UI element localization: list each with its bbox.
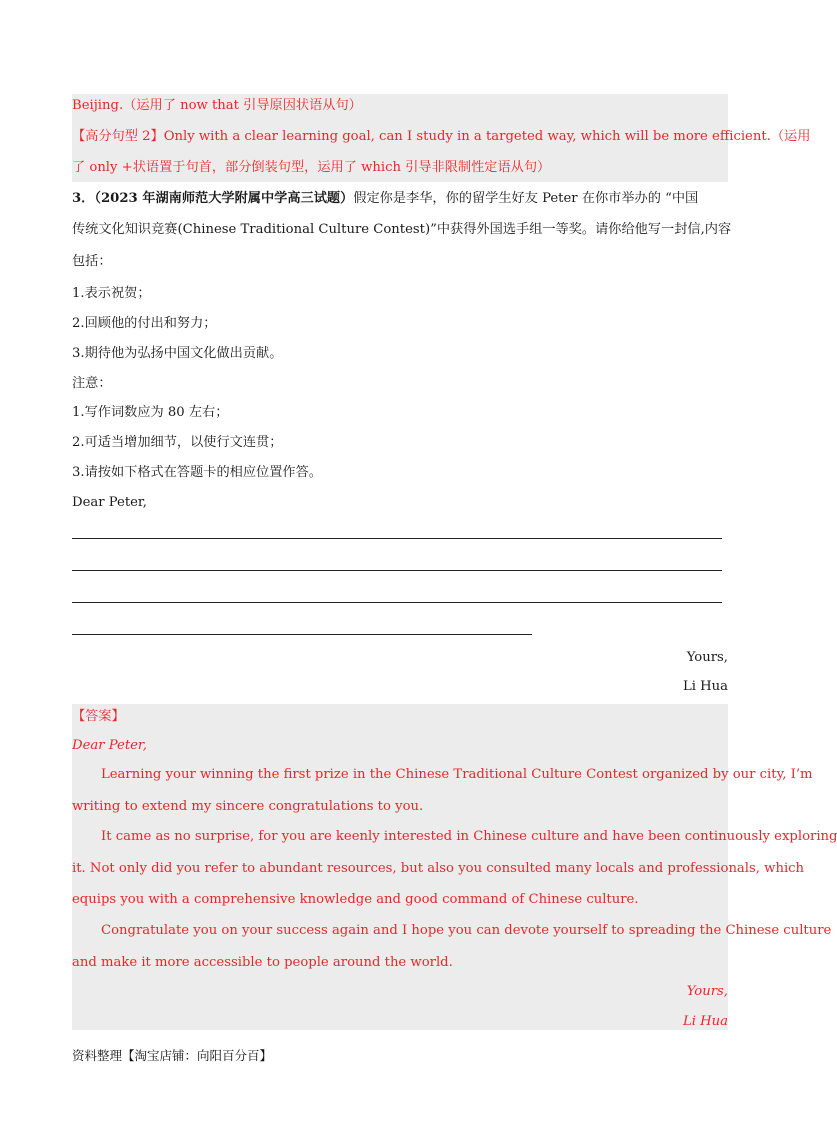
note-item-1: 1.写作词数应为 80 左右； <box>72 405 229 420</box>
writing-line-4 <box>72 634 532 635</box>
question-line-1 <box>72 189 728 209</box>
letter-closing: Yours, <box>686 650 728 665</box>
requirement-item-2: 2.回顾他的付出和努力； <box>72 316 217 331</box>
notes-title: 注意： <box>72 376 112 391</box>
question-prompt-start: 假定你是李华，你的留学生好友 Peter 在你市举办的 “中国 <box>353 191 699 206</box>
answer-signature: Li Hua <box>682 1014 728 1029</box>
writing-line-1 <box>72 538 722 539</box>
answer-line-3: It came as no surprise, for you are keenly interested in Chinese culture and have been continuously exploring <box>101 829 837 844</box>
top-line-1: Beijing.（运用了 now that 引导原因状语从句） <box>72 98 362 113</box>
question-line-2: 传统文化知识竞赛(Chinese Traditional Culture Contest)”中获得外国选手组一等奖。请你给他写一封信,内容 <box>72 222 732 237</box>
question-source: （2023 年湖南师范大学附属中学高三试题） <box>94 191 354 206</box>
answer-label: 【答案】 <box>72 709 125 724</box>
note-item-3: 3.请按如下格式在答题卡的相应位置作答。 <box>72 465 322 480</box>
question-line-3: 包括： <box>72 254 112 269</box>
question-number: 3． <box>72 191 95 206</box>
note-item-2: 2.可适当增加细节，以使行文连贯； <box>72 435 283 450</box>
answer-line-6: Congratulate you on your success again and I hope you can devote yourself to spreading the Chinese culture <box>101 923 832 938</box>
answer-closing: Yours, <box>686 984 728 999</box>
writing-line-3 <box>72 602 722 603</box>
answer-line-7: and make it more accessible to people around the world. <box>72 955 453 970</box>
answer-line-5: equips you with a comprehensive knowledge and good command of Chinese culture. <box>72 892 639 907</box>
top-line-2: 【高分句型 2】Only with a clear learning goal, can I study in a targeted way, which will be more efficient.（运用 <box>72 129 811 144</box>
answer-salutation: Dear Peter, <box>72 738 147 753</box>
requirement-item-3: 3.期待他为弘扬中国文化做出贡献。 <box>72 346 283 361</box>
letter-salutation: Dear Peter, <box>72 495 147 510</box>
answer-line-2: writing to extend my sincere congratulations to you. <box>72 799 424 814</box>
answer-line-4: it. Not only did you refer to abundant resources, but also you consulted many locals and professionals, which <box>72 861 805 876</box>
answer-line-1: Learning your winning the first prize in the Chinese Traditional Culture Contest organized by our city, I’m <box>101 767 813 782</box>
requirement-item-1: 1.表示祝贺； <box>72 286 151 301</box>
letter-signature: Li Hua <box>682 679 728 694</box>
page-footer: 资料整理【淘宝店铺：向阳百分百】 <box>72 1048 273 1063</box>
writing-line-2 <box>72 570 722 571</box>
top-line-3: 了 only +状语置于句首，部分倒装句型，运用了 which 引导非限制性定语从句） <box>72 160 551 175</box>
